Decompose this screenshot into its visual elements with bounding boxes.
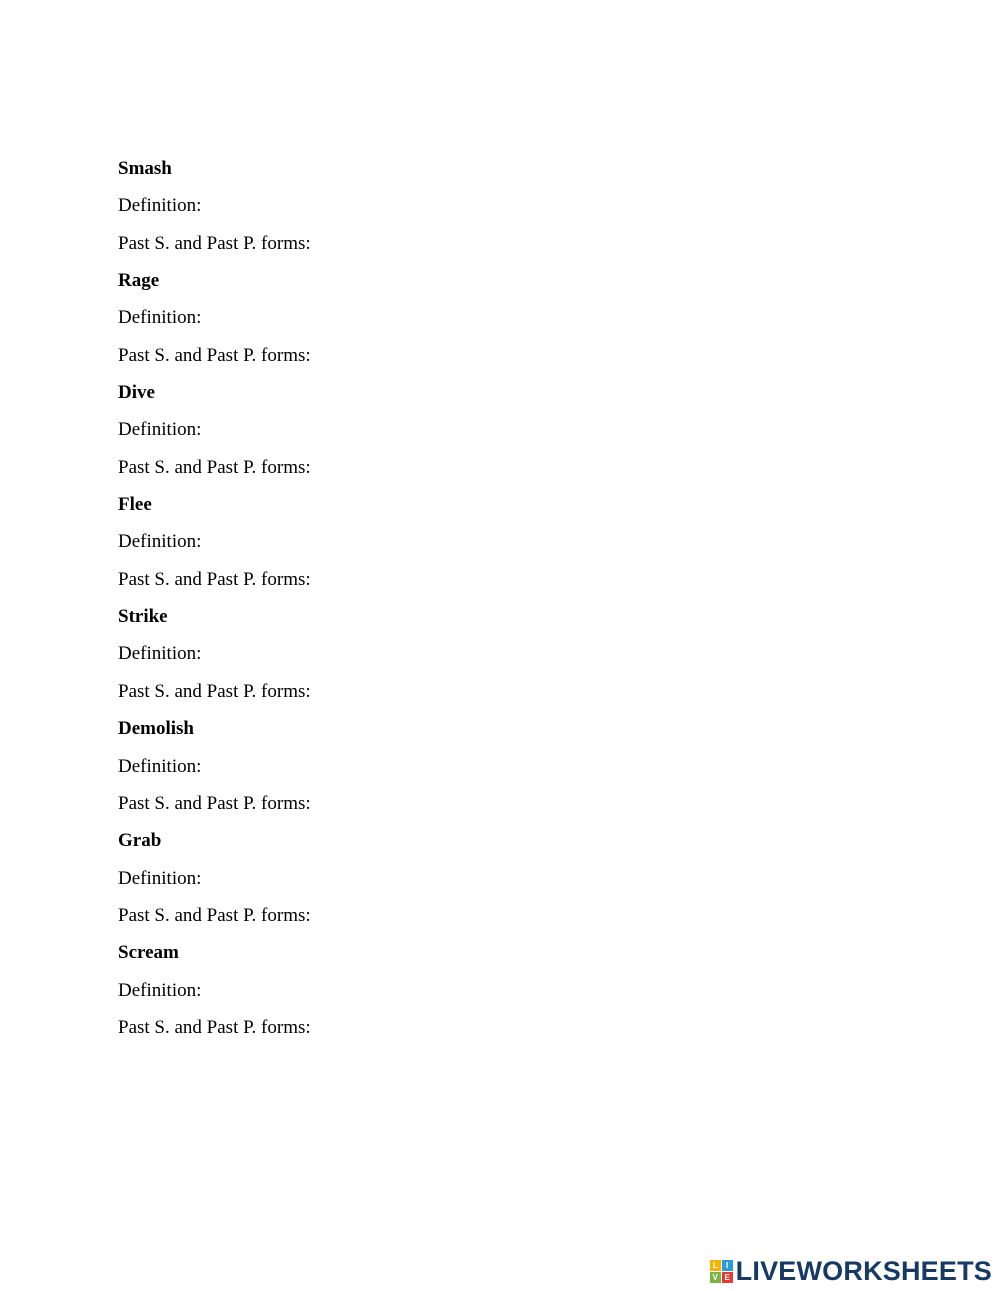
vocabulary-word: Scream (118, 942, 179, 964)
logo-block: I (722, 1260, 733, 1271)
logo-text: LIVEWORKSHEETS (735, 1256, 992, 1286)
vocabulary-entry (118, 827, 878, 939)
vocabulary-word: Grab (118, 830, 162, 852)
definition-label: Definition: (118, 643, 202, 665)
definition-label: Definition: (118, 195, 202, 217)
vocabulary-word: Flee (118, 494, 152, 516)
vocabulary-word: Smash (118, 158, 172, 179)
vocabulary-entry (118, 491, 878, 603)
vocabulary-entry (118, 939, 878, 1051)
liveworksheets-logo (710, 1256, 992, 1286)
definition-label: Definition: (118, 979, 202, 1001)
definition-label: Definition: (118, 307, 202, 329)
logo-block: V (710, 1272, 721, 1283)
vocabulary-entry (118, 379, 878, 491)
definition-label: Definition: (118, 755, 202, 777)
past-forms-label: Past S. and Past P. forms: (118, 680, 311, 702)
past-forms-label: Past S. and Past P. forms: (118, 792, 311, 814)
vocabulary-list (118, 155, 878, 1051)
vocabulary-word: Rage (118, 270, 160, 292)
logo-block: L (710, 1260, 721, 1271)
past-forms-label: Past S. and Past P. forms: (118, 456, 311, 478)
definition-label: Definition: (118, 419, 202, 441)
vocabulary-entry (118, 715, 878, 827)
past-forms-label: Past S. and Past P. forms: (118, 568, 311, 590)
past-forms-label: Past S. and Past P. forms: (118, 232, 311, 254)
definition-label: Definition: (118, 867, 202, 889)
past-forms-label: Past S. and Past P. forms: (118, 344, 311, 366)
logo-mark-icon (710, 1260, 733, 1283)
logo-block: E (722, 1272, 733, 1283)
vocabulary-word: Demolish (118, 718, 194, 740)
past-forms-label: Past S. and Past P. forms: (118, 1016, 311, 1038)
vocabulary-word: Dive (118, 382, 155, 404)
definition-label: Definition: (118, 531, 202, 553)
past-forms-label: Past S. and Past P. forms: (118, 904, 311, 926)
vocabulary-word: Strike (118, 606, 168, 628)
vocabulary-entry (118, 155, 878, 267)
vocabulary-entry (118, 603, 878, 715)
vocabulary-entry (118, 267, 878, 379)
